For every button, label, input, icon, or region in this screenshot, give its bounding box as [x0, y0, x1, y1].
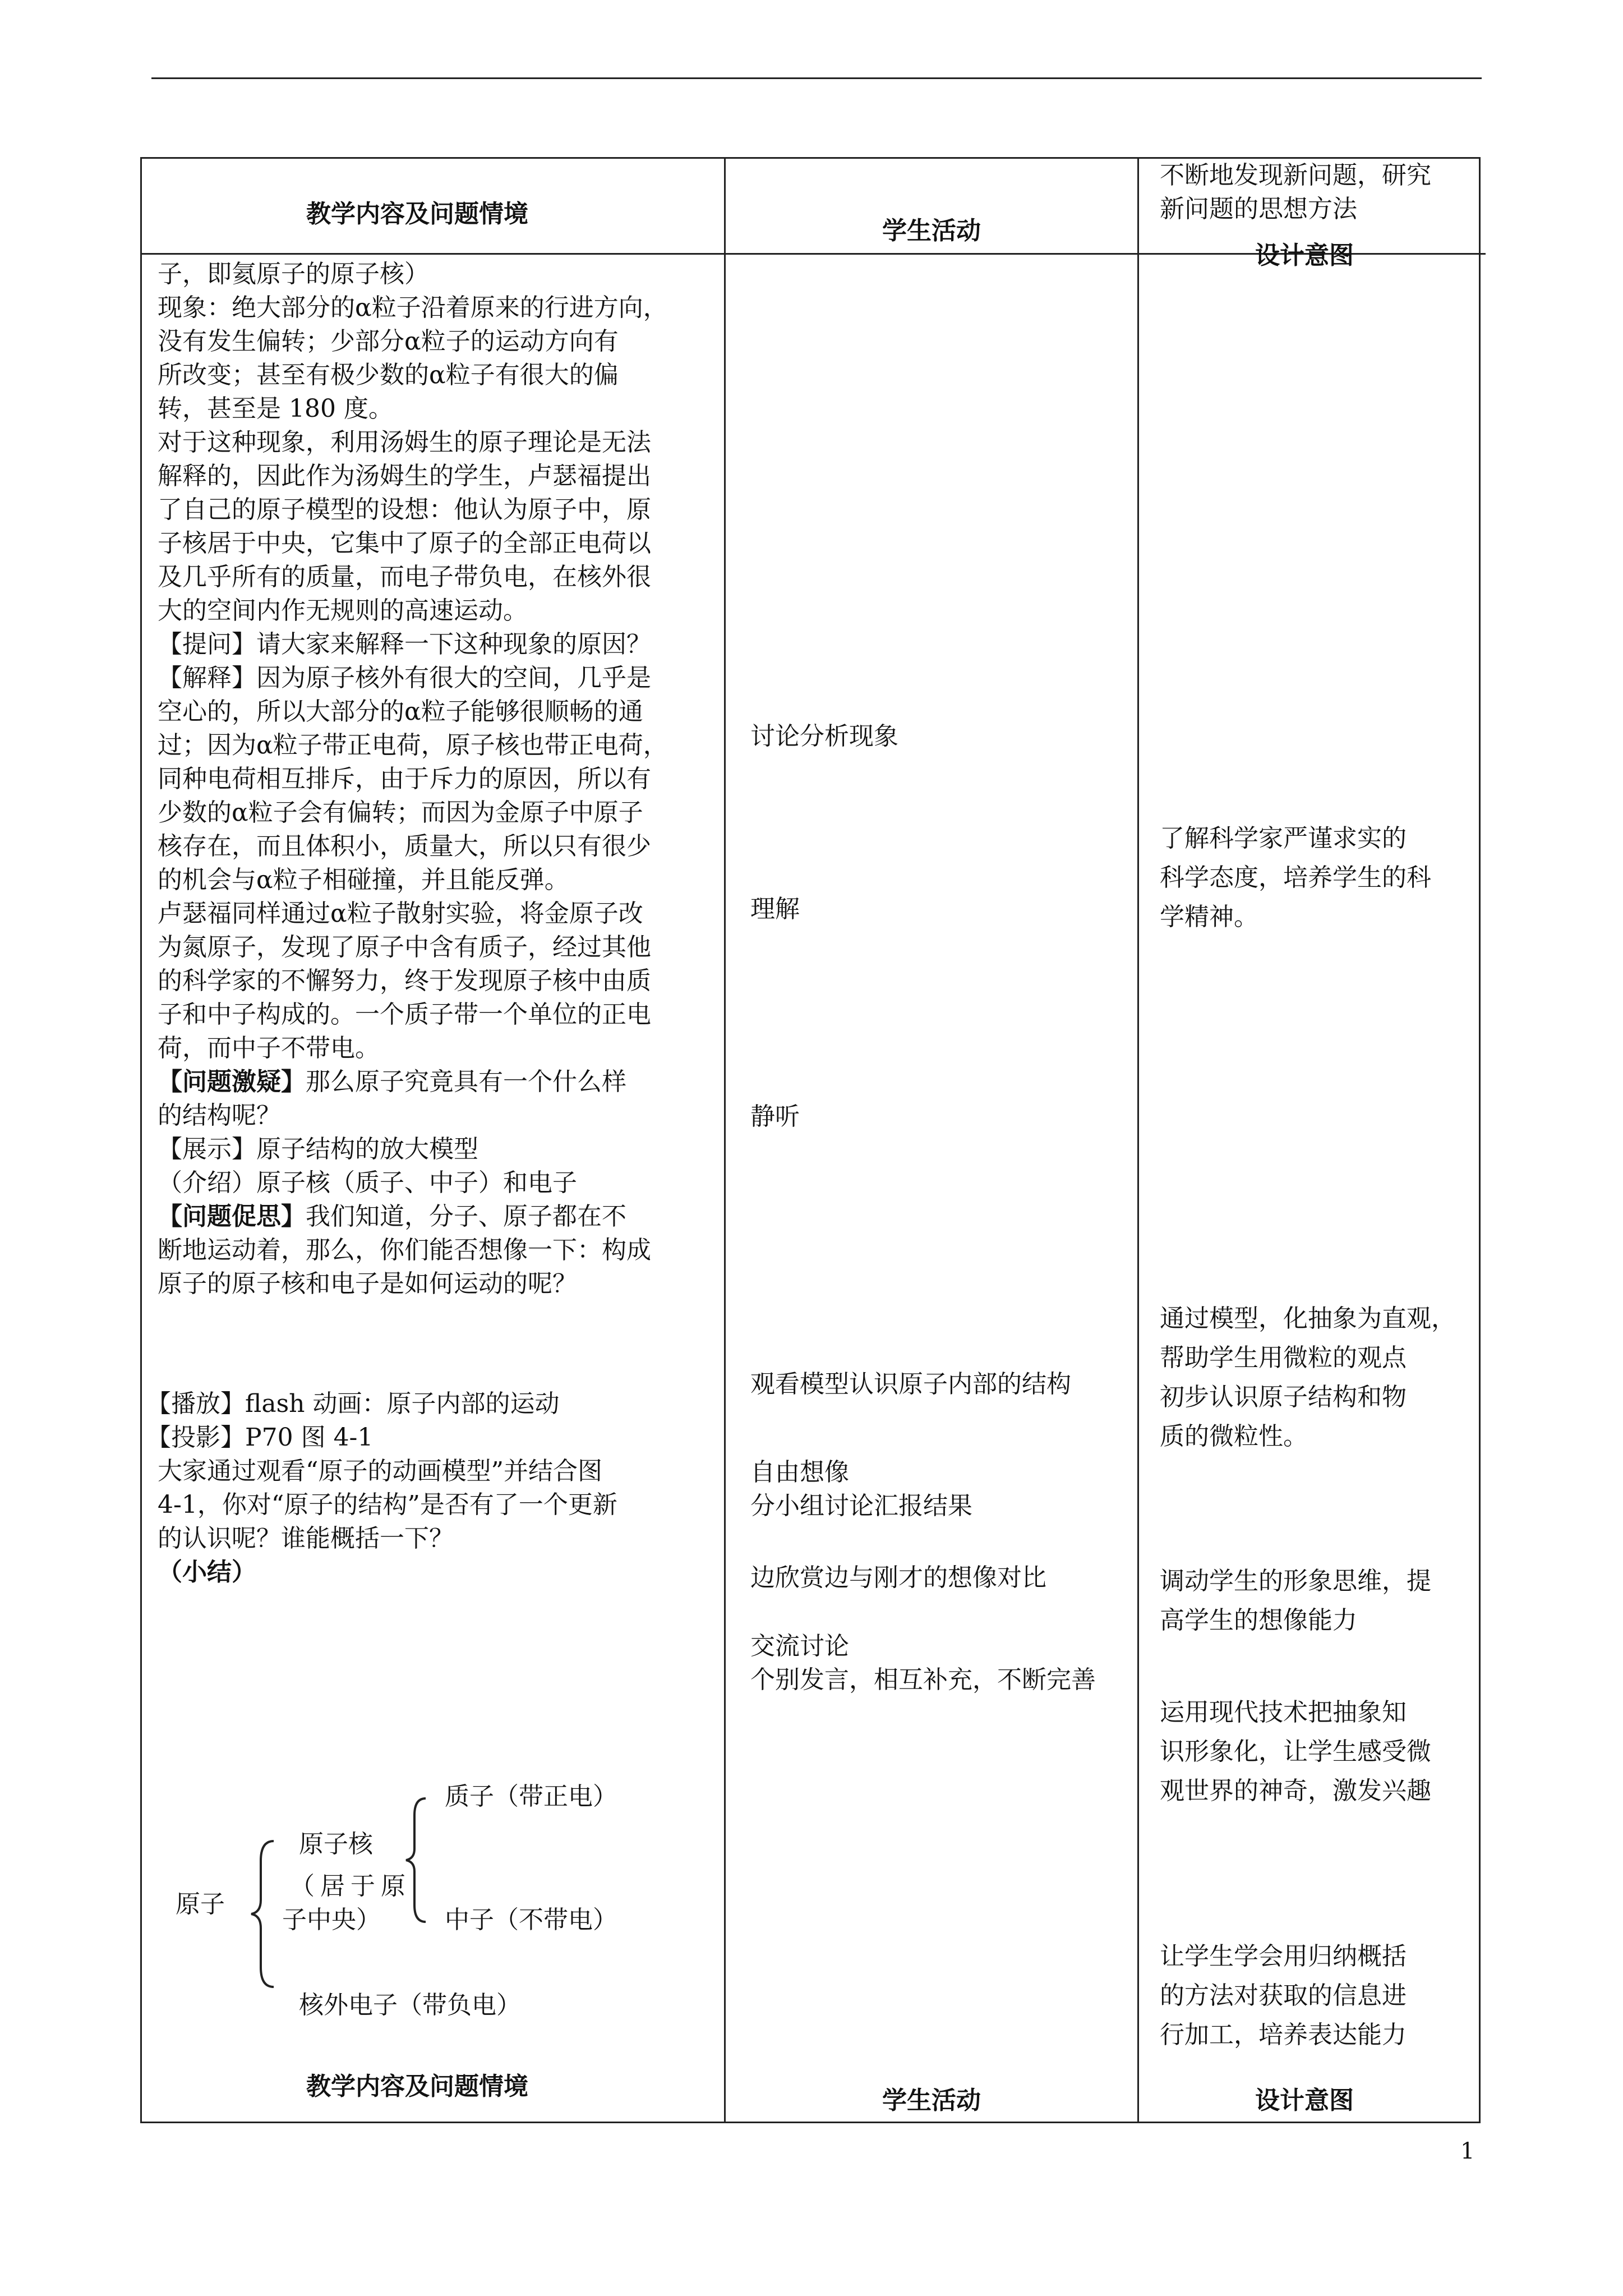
activity-item: 静听 [750, 1102, 800, 1131]
intent-line: 了解科学家严谨求实的 [1160, 824, 1407, 853]
activity-item: 理解 [750, 895, 800, 923]
text-line: 原子的原子核和电子是如何运动的呢？ [158, 1269, 577, 1298]
text-line: 【解释】因为原子核外有很大的空间，几乎是 [158, 664, 651, 692]
activity-item: 边欣赏边与刚才的想像对比 [750, 1563, 1046, 1592]
diagram-nucleus-position: （居于原 [290, 1872, 411, 1901]
intent-line: 质的微粒性。 [1160, 1422, 1308, 1451]
diagram-electron: 核外电子（带负电） [299, 1991, 521, 2019]
diagram-nucleus-position: 子中央） [282, 1906, 381, 1934]
text-line: 空心的，所以大部分的α粒子能够很顺畅的通 [158, 697, 643, 726]
intent-line: 初步认识原子结构和物 [1160, 1383, 1407, 1411]
text-line: 【投影】P70 图 4-1 [146, 1423, 374, 1452]
text-line: 子，即氦原子的原子核） [158, 260, 429, 288]
text-line: 核存在，而且体积小，质量大，所以只有很少 [158, 832, 651, 861]
text-line: 【播放】flash 动画：原子内部的运动 [146, 1389, 560, 1418]
intent-line: 科学态度，培养学生的科 [1160, 863, 1431, 892]
footer-col2: 学生活动 [882, 2086, 981, 2115]
intent-line: 学精神。 [1160, 903, 1258, 931]
diagram-neutron: 中子（不带电） [445, 1906, 617, 1934]
question-text: 我们知道，分子、原子都在不 [306, 1202, 626, 1231]
activity-item: 分小组讨论汇报结果 [750, 1492, 972, 1520]
activity-item: 交流讨论 [750, 1632, 849, 1660]
intent-line: 让学生学会用归纳概括 [1160, 1942, 1407, 1971]
header-col3-note: 新问题的思想方法 [1160, 195, 1357, 223]
question-line [158, 1065, 626, 1099]
lesson-table [140, 157, 1481, 2123]
text-line: 没有发生偏转；少部分α粒子的运动方向有 [158, 327, 619, 356]
intent-line: 帮助学生用微粒的观点 [1160, 1343, 1407, 1372]
column-divider [1137, 159, 1139, 2122]
text-line: 对于这种现象，利用汤姆生的原子理论是无法 [158, 428, 651, 457]
text-line: 及几乎所有的质量，而电子带负电，在核外很 [158, 563, 651, 591]
header-col3-note: 不断地发现新问题，研究 [1160, 161, 1431, 190]
text-line: 子核居于中央，它集中了原子的全部正电荷以 [158, 529, 651, 558]
text-line: 荷，而中子不带电。 [158, 1034, 380, 1062]
diagram-proton: 质子（带正电） [445, 1782, 617, 1811]
text-line: 少数的α粒子会有偏转；而因为金原子中原子 [158, 798, 643, 827]
text-line: 的科学家的不懈努力，终于发现原子核中由质 [158, 967, 651, 995]
summary-label: （小结） [158, 1558, 256, 1586]
text-line: 了自己的原子模型的设想：他认为原子中，原 [158, 495, 651, 524]
text-line: 4-1，你对“原子的结构”是否有了一个更新 [158, 1490, 617, 1519]
activity-item: 讨论分析现象 [750, 722, 898, 751]
text-line: 【提问】请大家来解释一下这种现象的原因？ [158, 630, 651, 659]
text-line: 为氮原子，发现了原子中含有质子，经过其他 [158, 933, 651, 961]
intent-line: 调动学生的形象思维，提 [1160, 1567, 1431, 1595]
column-divider [724, 159, 726, 2122]
question-tag: 【问题促思】 [158, 1202, 306, 1231]
brace-icon [248, 1838, 282, 1990]
text-line: 子和中子构成的。一个质子带一个单位的正电 [158, 1000, 651, 1029]
brace-icon [403, 1796, 431, 1925]
text-line: 的机会与α粒子相碰撞，并且能反弹。 [158, 866, 569, 894]
question-line [158, 1200, 626, 1234]
diagram-atom: 原子 [176, 1890, 225, 1918]
activity-item: 自由想像 [750, 1458, 849, 1487]
text-line: 所改变；甚至有极少数的α粒子有很大的偏 [158, 361, 619, 389]
intent-line: 运用现代技术把抽象知 [1160, 1698, 1407, 1727]
top-rule [151, 77, 1482, 79]
text-line: 断地运动着，那么，你们能否想像一下：构成 [158, 1236, 651, 1264]
text-line: 同种电荷相互排斥，由于斥力的原因，所以有 [158, 765, 651, 793]
intent-line: 高学生的想像能力 [1160, 1606, 1357, 1635]
text-line: 过；因为α粒子带正电荷，原子核也带正电荷， [158, 731, 668, 760]
footer-col1: 教学内容及问题情境 [306, 2072, 528, 2101]
text-line: 现象：绝大部分的α粒子沿着原来的行进方向， [158, 293, 668, 322]
header-col3: 设计意图 [1255, 241, 1354, 270]
header-col1: 教学内容及问题情境 [306, 200, 528, 228]
question-text: 那么原子究竟具有一个什么样 [306, 1068, 626, 1096]
text-line: （介绍）原子核（质子、中子）和电子 [158, 1168, 577, 1197]
text-line: 【展示】原子结构的放大模型 [158, 1135, 478, 1163]
activity-item: 个别发言，相互补充，不断完善 [750, 1665, 1096, 1694]
page-number: 1 [1460, 2138, 1475, 2164]
question-tag: 【问题激疑】 [158, 1068, 306, 1096]
text-line: 转，甚至是 180 度。 [158, 394, 393, 423]
activity-item: 观看模型认识原子内部的结构 [750, 1370, 1071, 1398]
text-line: 大的空间内作无规则的高速运动。 [158, 596, 528, 625]
intent-line: 行加工，培养表达能力 [1160, 2021, 1407, 2049]
footer-col3: 设计意图 [1255, 2086, 1354, 2115]
text-line: 大家通过观看“原子的动画模型”并结合图 [158, 1457, 602, 1485]
intent-line: 识形象化，让学生感受微 [1160, 1737, 1431, 1766]
header-col2: 学生活动 [882, 217, 981, 245]
text-line: 的认识呢？谁能概括一下？ [158, 1524, 454, 1553]
intent-line: 观世界的神奇，激发兴趣 [1160, 1777, 1431, 1805]
text-line: 解释的，因此作为汤姆生的学生，卢瑟福提出 [158, 462, 651, 490]
diagram-nucleus: 原子核 [299, 1830, 373, 1858]
text-line: 卢瑟福同样通过α粒子散射实验，将金原子改 [158, 899, 643, 928]
text-line: 的结构呢？ [158, 1101, 281, 1130]
intent-line: 通过模型，化抽象为直观， [1160, 1304, 1456, 1333]
intent-line: 的方法对获取的信息进 [1160, 1981, 1407, 2010]
